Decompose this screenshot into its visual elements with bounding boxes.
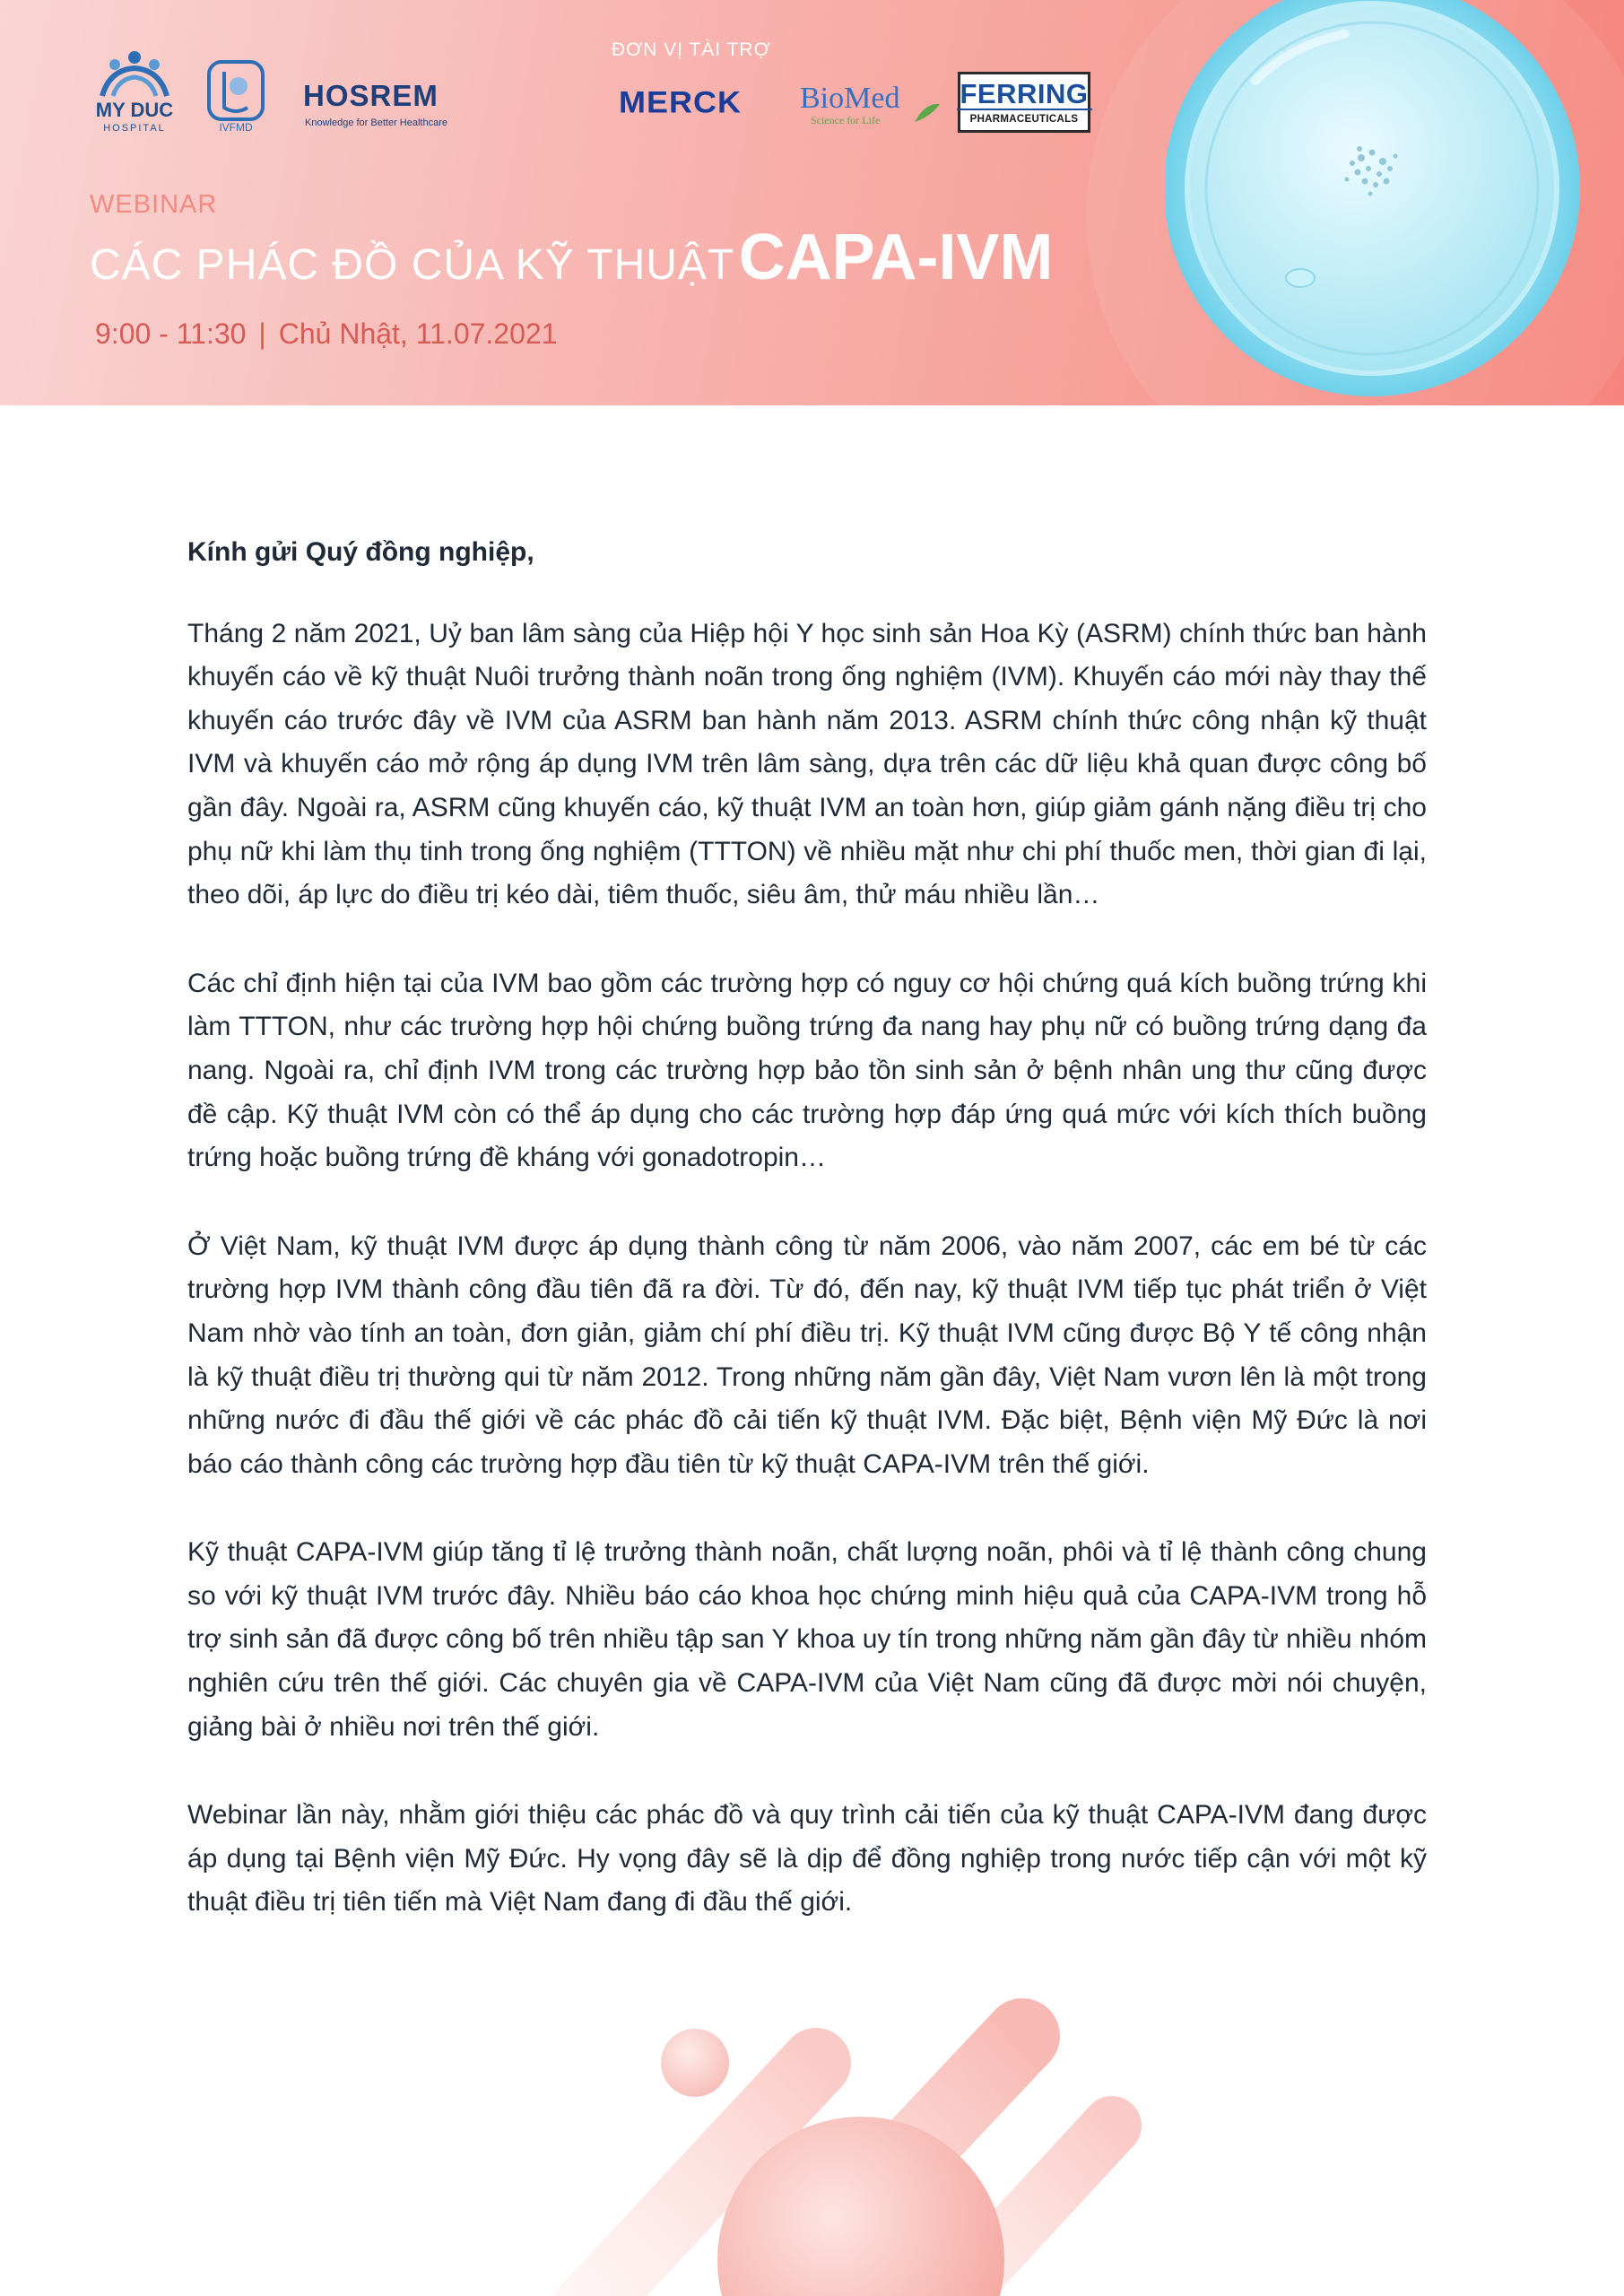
page-title (90, 221, 1053, 294)
event-schedule (95, 317, 557, 351)
hosrem-logo-text: HOSREM (303, 79, 439, 112)
hosrem-logo (303, 79, 473, 133)
merck-logo-text: MERCK (619, 85, 742, 120)
letter-paragraph-5: Webinar lần này, nhằm giới thiệu các phác đồ và quy trình cải tiến của kỹ thuật CAPA-IVM đang được áp dụng tại Bệnh viện Mỹ Đức. Hy vọng đây sẽ là dịp để đồng nghiệp trong nước tiếp cận với một kỹ thuật điều trị tiên tiến mà Việt Nam đang đi đầu thế giới. (187, 1800, 1427, 1918)
biomed-logo-text: BioMed (800, 82, 900, 115)
event-date: Chủ Nhật, 11.07.2021 (278, 317, 558, 350)
letter-greeting: Kính gửi Quý đồng nghiệp, (187, 537, 534, 567)
biomed-tagline: Science for Life (811, 114, 881, 126)
ferring-logo (958, 72, 1090, 133)
header-banner (0, 0, 1624, 405)
letter-paragraph-3: Ở Việt Nam, kỹ thuật IVM được áp dụng thành công từ năm 2006, vào năm 2007, các em bé từ các trường hợp IVM thành công đầu tiên đã ra đời. Từ đó, đến nay, kỹ thuật IVM tiếp tục phát triển ở Việt Nam nhờ vào tính an toàn, đơn giản, giảm chí phí điều trị. Kỹ thuật IVM cũng được Bộ Y tế công nhận là kỹ thuật điều trị thường qui từ năm 2012. Trong những năm gần đây, Việt Nam vươn lên là một trong những nước đi đầu thế giới về các phác đồ cải tiến kỹ thuật IVM. Đặc biệt, Bệnh viện Mỹ Đức là nơi báo cáo thành công các trường hợp đầu tiên từ kỹ thuật CAPA-IVM trên thế giới. (187, 1231, 1427, 1479)
title-light-part: CÁC PHÁC ĐỒ CỦA KỸ THUẬT (90, 241, 735, 289)
myduc-logo-line2: HOSPITAL (103, 123, 166, 134)
ivfmd-logo (206, 59, 265, 133)
biomed-leaf-icon (915, 104, 940, 122)
hosrem-tagline: Knowledge for Better Healthcare (305, 117, 447, 128)
letter-paragraph-1: Tháng 2 năm 2021, Uỷ ban lâm sàng của Hiệp hội Y học sinh sản Hoa Kỳ (ASRM) chính thức ban hành khuyến cáo về kỹ thuật Nuôi trưởng thành noãn trong ống nghiệm (IVM). Khuyến cáo mới này thay thế khuyến cáo trước đây về IVM của ASRM ban hành năm 2013. ASRM chính thức công nhận kỹ thuật IVM và khuyến cáo mở rộng áp dụng IVM trên lâm sàng, dựa trên các dữ liệu khả quan được công bố gần đây. Ngoài ra, ASRM cũng khuyến cáo, kỹ thuật IVM an toàn hơn, giúp giảm gánh nặng điều trị cho phụ nữ khi làm thụ tinh trong ống nghiệm (TTTON) về nhiều mặt như chi phí thuốc men, thời gian đi lại, theo dõi, áp lực do điều trị kéo dài, tiêm thuốc, siêu âm, thử máu nhiều lần… (187, 618, 1427, 910)
schedule-separator: | (258, 317, 266, 350)
ivfmd-logo-text: IVFMD (219, 121, 253, 133)
ferring-logo-text: FERRING (957, 80, 1092, 110)
title-bold-part: CAPA-IVM (738, 222, 1054, 293)
myduc-logo-line1: MY DUC (95, 99, 174, 121)
merck-logo (619, 85, 776, 126)
webinar-label: WEBINAR (90, 190, 218, 219)
letter-paragraph-4: Kỹ thuật CAPA-IVM giúp tăng tỉ lệ trưởng thành noãn, chất lượng noãn, phôi và tỉ lệ thành công chung so với kỹ thuật IVM trước đây. Nhiều báo cáo khoa học chứng minh hiệu quả của CAPA-IVM trong hỗ trợ sinh sản đã được công bố trên nhiều tập san Y khoa uy tín trong những năm gần đây từ nhiều nhóm nghiên cứu trên thế giới. Các chuyên gia về CAPA-IVM của Việt Nam cũng đã được mời nói chuyện, giảng bài ở nhiều nơi trên thế giới. (187, 1537, 1427, 1742)
sponsor-label: ĐƠN VỊ TÀI TRỢ (612, 39, 771, 60)
event-time: 9:00 - 11:30 (95, 317, 247, 350)
ferring-subtext: PHARMACEUTICALS (969, 114, 1079, 125)
oocyte-illustration (1166, 0, 1624, 404)
letter-paragraph-2: Các chỉ định hiện tại của IVM bao gồm các trường hợp có nguy cơ hội chứng quá kích buồng trứng khi làm TTTON, như các trường hợp hội chứng buồng trứng đa nang hay phụ nữ có buồng trứng dạng đa nang. Ngoài ra, chỉ định IVM trong các trường hợp bảo tồn sinh sản ở bệnh nhân ung thư cũng được đề cập. Kỹ thuật IVM còn có thể áp dụng cho các trường hợp đáp ứng quá mức với kích thích buồng trứng hoặc buồng trứng đề kháng với gonadotropin… (187, 968, 1427, 1173)
biomed-logo (800, 77, 943, 135)
myduc-hospital-logo (90, 47, 179, 136)
letter-body (187, 531, 1427, 1970)
footer-decoration (0, 1964, 1624, 2296)
